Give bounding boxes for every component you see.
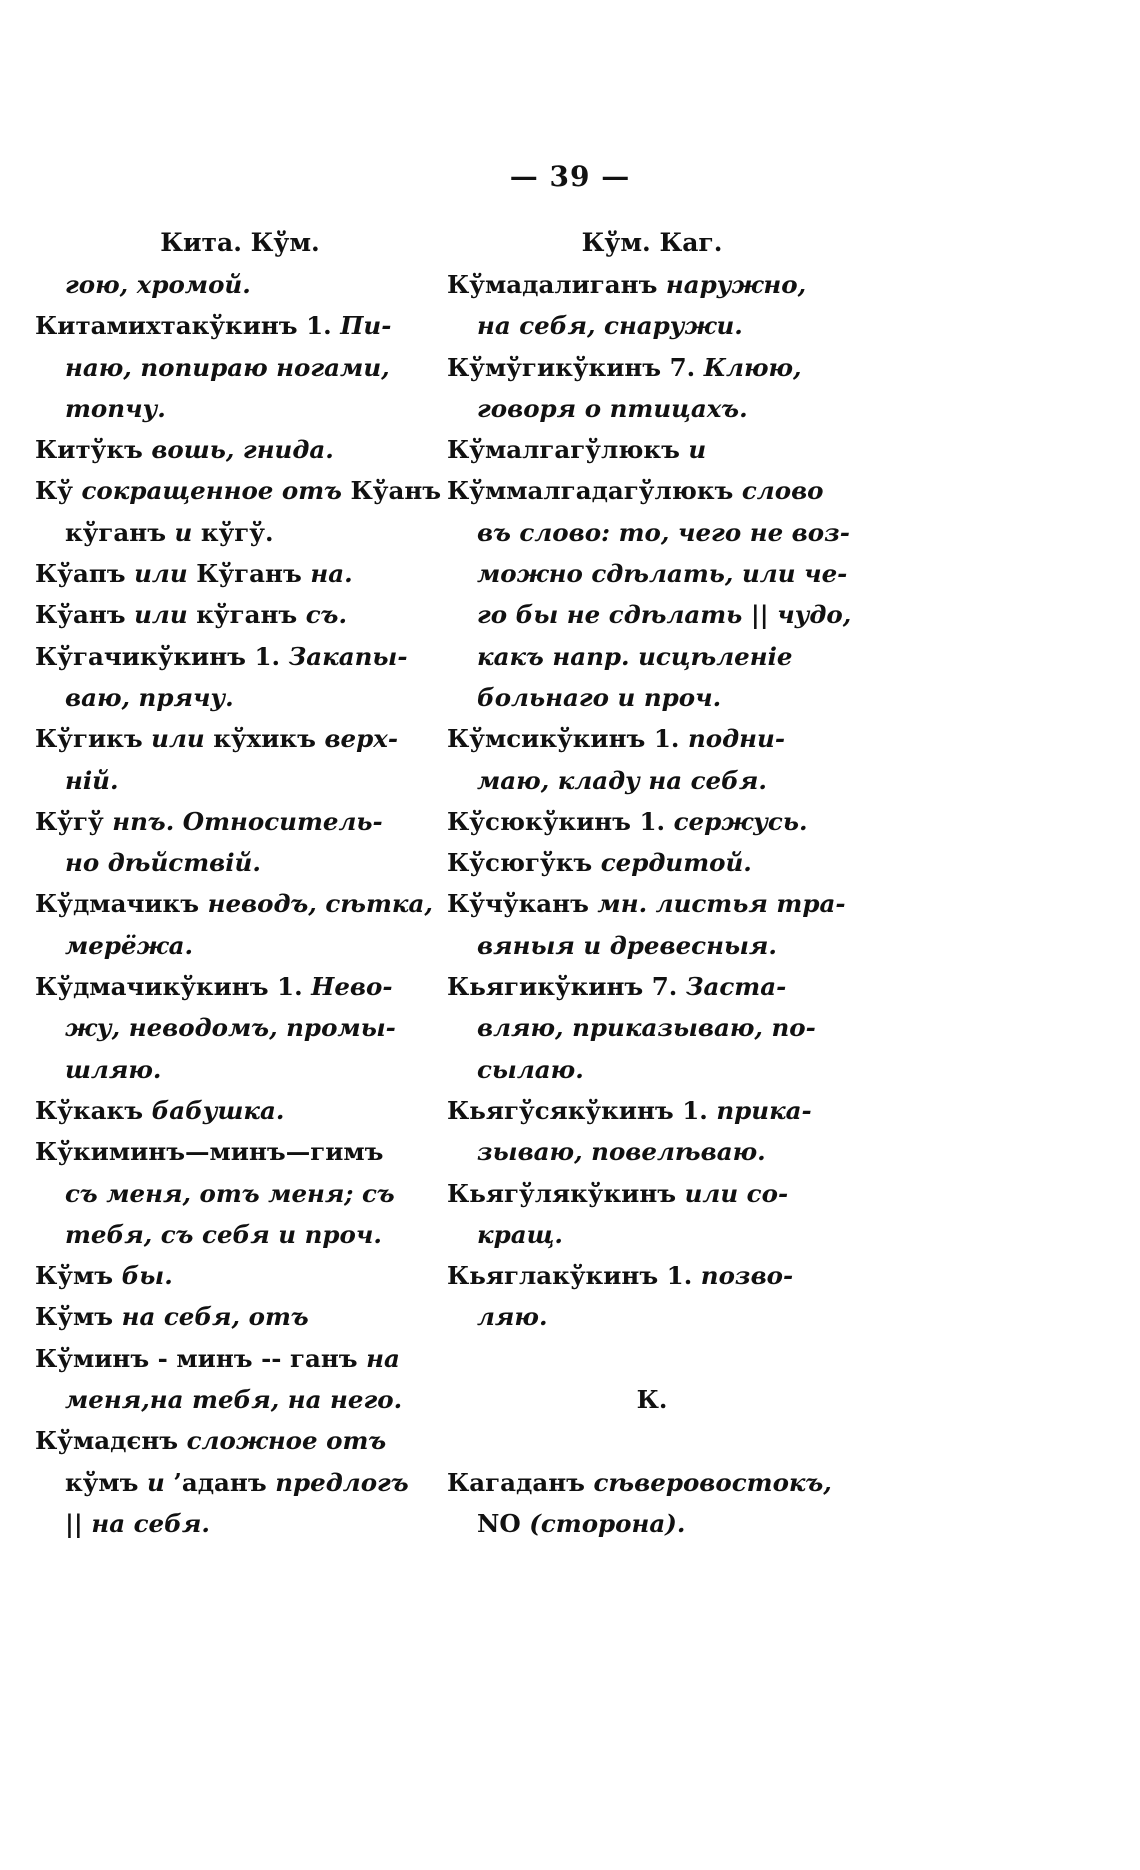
entry-line xyxy=(447,553,857,594)
entry-line xyxy=(447,760,857,801)
entry-line xyxy=(447,1007,857,1048)
italic-text: въ слово: то, чего не воз- xyxy=(477,517,850,547)
entry-line xyxy=(35,305,445,346)
italic-text: тебя, съ себя и проч. xyxy=(65,1219,382,1249)
headword-text: кўмъ xyxy=(65,1467,147,1497)
italic-text: неводъ, сѣтка, xyxy=(207,889,433,919)
headword-text: кўганъ xyxy=(196,600,306,630)
headword-text: || xyxy=(65,1508,92,1538)
entry-line xyxy=(447,801,857,842)
entry-line xyxy=(35,1255,445,1296)
page-number: — 39 — xyxy=(509,160,631,193)
italic-text: вляю, приказываю, по- xyxy=(477,1013,816,1043)
headword-text: Кўмсикўкинъ 1. xyxy=(447,724,688,754)
entry-line xyxy=(35,677,445,718)
blank-line xyxy=(447,1338,857,1379)
entry-line xyxy=(447,636,857,677)
italic-text: жу, неводомъ, промы- xyxy=(65,1013,396,1043)
entry-line xyxy=(35,512,445,553)
italic-text: какъ напр. исцѣленіе xyxy=(477,641,793,671)
headword-text: Китўкъ xyxy=(35,435,152,465)
entry-line xyxy=(35,1462,445,1503)
entry-line xyxy=(35,1049,445,1090)
entry-line xyxy=(447,966,857,1007)
entry-line xyxy=(35,1296,445,1337)
entry-line xyxy=(35,1379,445,1420)
entry-line xyxy=(35,760,445,801)
entry-line xyxy=(35,553,445,594)
headword-text: Кўанъ xyxy=(35,600,135,630)
headword-text: Кўганъ xyxy=(196,559,311,589)
headword-text: ’аданъ xyxy=(173,1467,276,1497)
entry-line xyxy=(35,1503,445,1544)
italic-text: Нево- xyxy=(311,972,393,1002)
italic-text: (сторона). xyxy=(529,1508,686,1538)
headword-text: NO xyxy=(477,1508,530,1538)
entry-line xyxy=(35,1338,445,1379)
italic-text: на себя, отъ xyxy=(121,1302,309,1332)
headword-text: Кўмъ xyxy=(35,1302,122,1332)
left-column-lines xyxy=(35,264,445,1544)
italic-text: маю, кладу на себя. xyxy=(477,765,767,795)
italic-text: и xyxy=(174,517,201,547)
entry-line xyxy=(447,388,857,429)
headword-text: Кўчўканъ xyxy=(447,889,598,919)
entry-line xyxy=(35,1007,445,1048)
italic-text: Заста- xyxy=(685,972,787,1002)
headword-text: Кўминъ - минъ -- ганъ xyxy=(35,1343,367,1373)
entry-line xyxy=(35,1214,445,1255)
headword-text: Кўсюгўкъ xyxy=(447,848,601,878)
headword-text: Китамихтакўкинъ 1. xyxy=(35,311,341,341)
blank-line xyxy=(447,1420,857,1461)
entry-line xyxy=(447,512,857,553)
italic-text: можно сдѣлать, или че- xyxy=(477,559,848,589)
entry-line xyxy=(447,1296,857,1337)
italic-text: на. xyxy=(310,559,353,589)
entry-line xyxy=(35,925,445,966)
entry-line xyxy=(447,1173,857,1214)
headword-text: Кьяглакўкинъ 1. xyxy=(447,1261,701,1291)
italic-text: на себя. xyxy=(91,1508,210,1538)
italic-text: шляю. xyxy=(65,1054,162,1084)
entry-line xyxy=(35,718,445,759)
headword-text: кўхикъ xyxy=(213,724,325,754)
italic-text: ваю, прячу. xyxy=(65,682,234,712)
entry-line xyxy=(447,718,857,759)
entry-line xyxy=(447,842,857,883)
italic-text: гою, хромой. xyxy=(65,270,251,299)
italic-text: Клюю, xyxy=(703,352,802,382)
italic-text: сылаю. xyxy=(477,1054,584,1084)
italic-text: сложное отъ xyxy=(186,1426,387,1456)
italic-text: на xyxy=(366,1343,400,1373)
italic-text: вошь, гнида. xyxy=(151,435,334,465)
entry-line xyxy=(447,883,857,924)
headword-text: Кьягикўкинъ 7. xyxy=(447,972,686,1002)
italic-text: зываю, повелѣваю. xyxy=(477,1137,766,1167)
italic-text: ляю. xyxy=(477,1302,548,1332)
italic-text: и xyxy=(688,435,707,465)
headword-text: Кагаданъ xyxy=(447,1467,594,1497)
italic-text: сердитой. xyxy=(600,848,752,878)
entry-line xyxy=(447,1462,857,1503)
italic-text: прика- xyxy=(716,1095,812,1125)
italic-text: и xyxy=(146,1467,174,1497)
entry-line xyxy=(447,594,857,635)
entry-line xyxy=(35,1420,445,1461)
right-column-lines xyxy=(447,264,857,1544)
entry-line xyxy=(447,677,857,718)
italic-text: мерёжа. xyxy=(65,930,193,960)
headword-text: Кўмадєнъ xyxy=(35,1426,187,1456)
italic-text: но дѣйствій. xyxy=(65,848,261,878)
entry-line xyxy=(35,388,445,429)
italic-text: или со- xyxy=(684,1178,789,1208)
left-column xyxy=(35,222,445,1544)
italic-text: мн. листья тра- xyxy=(597,889,846,919)
entry-line xyxy=(447,347,857,388)
italic-text: слово xyxy=(741,476,824,506)
headword-text: К. xyxy=(636,1385,668,1415)
entry-line xyxy=(447,1049,857,1090)
entry-line xyxy=(447,429,857,470)
headword-text: кўганъ xyxy=(65,517,175,547)
headword-text: Кўгачикўкинъ 1. xyxy=(35,641,289,671)
entry-line xyxy=(35,264,445,305)
headword-text: Кўкиминъ—минъ—гимъ xyxy=(35,1137,384,1167)
entry-line xyxy=(35,1173,445,1214)
left-column-header: Кита. Кўм. xyxy=(160,228,320,257)
entry-line xyxy=(35,1090,445,1131)
headword-text: Кўдмачикўкинъ 1. xyxy=(35,972,312,1002)
headword-text: Кўмўгикўкинъ 7. xyxy=(447,352,704,382)
headword-text: Кўгў xyxy=(35,806,113,836)
entry-line xyxy=(447,1255,857,1296)
italic-text: на себя, снаружи. xyxy=(477,311,743,341)
italic-text: Закапы- xyxy=(288,641,408,671)
entry-line xyxy=(35,636,445,677)
italic-text: верх- xyxy=(324,724,399,754)
italic-text: меня,на тебя, на него. xyxy=(65,1385,403,1415)
entry-line xyxy=(447,1379,857,1420)
italic-text: предлогъ xyxy=(275,1467,409,1497)
headword-text: кўгў. xyxy=(200,517,274,547)
italic-text: съ. xyxy=(305,600,347,630)
italic-text: больнаго и проч. xyxy=(477,682,722,712)
entry-line xyxy=(35,594,445,635)
italic-text: сѣверовостокъ, xyxy=(593,1467,832,1497)
entry-line xyxy=(35,470,445,511)
italic-text: бабушка. xyxy=(151,1095,285,1125)
entry-line xyxy=(447,1090,857,1131)
italic-text: или xyxy=(151,724,214,754)
entry-line xyxy=(35,429,445,470)
entry-line xyxy=(447,1503,857,1544)
italic-text: съ меня, отъ меня; съ xyxy=(65,1178,395,1208)
entry-line xyxy=(447,925,857,966)
entry-line xyxy=(35,883,445,924)
entry-line xyxy=(35,347,445,388)
headword-text: Кўммалгадагўлюкъ xyxy=(447,476,742,506)
headword-text: Кў xyxy=(35,476,82,506)
headword-text: Кўдмачикъ xyxy=(35,889,208,919)
headword-text: Кўсюкўкинъ 1. xyxy=(447,806,674,836)
headword-text: Кўмадалиганъ xyxy=(447,270,666,299)
entry-line xyxy=(447,305,857,346)
italic-text: топчу. xyxy=(65,393,166,423)
italic-text: наю, попираю ногами, xyxy=(65,352,390,382)
italic-text: кращ. xyxy=(477,1219,563,1249)
headword-text: Кўмалгагўлюкъ xyxy=(447,435,689,465)
entry-line xyxy=(447,264,857,305)
headword-text: Кьягўлякўкинъ xyxy=(447,1178,685,1208)
entry-line xyxy=(35,801,445,842)
italic-text: подни- xyxy=(687,724,785,754)
headword-text: Кўапъ xyxy=(35,559,135,589)
entry-line xyxy=(447,470,857,511)
italic-text: сокращенное отъ xyxy=(81,476,351,506)
italic-text: или xyxy=(134,559,197,589)
headword-text: Кўкакъ xyxy=(35,1095,152,1125)
headword-text: Кўанъ xyxy=(350,476,442,506)
headword-text: Кьягўсякўкинъ 1. xyxy=(447,1095,717,1125)
italic-text: ній. xyxy=(65,765,119,795)
right-column xyxy=(447,222,857,1544)
italic-text: бы. xyxy=(121,1261,173,1291)
italic-text: вяныя и древесныя. xyxy=(477,930,777,960)
italic-text: позво- xyxy=(700,1261,794,1291)
entry-line xyxy=(35,842,445,883)
headword-text: Кўмъ xyxy=(35,1261,122,1291)
italic-text: говоря о птицахъ. xyxy=(477,393,748,423)
entry-line xyxy=(447,1131,857,1172)
italic-text: сержусь. xyxy=(673,806,808,836)
italic-text: Пи- xyxy=(340,311,392,341)
entry-line xyxy=(447,1214,857,1255)
headword-text: Кўгикъ xyxy=(35,724,152,754)
entry-line xyxy=(35,1131,445,1172)
italic-text: нпъ. Относитель- xyxy=(112,806,383,836)
italic-text: или xyxy=(134,600,197,630)
right-column-header: Кўм. Каг. xyxy=(581,228,723,257)
italic-text: го бы не сдѣлать || чудо, xyxy=(477,600,852,630)
entry-line xyxy=(35,966,445,1007)
italic-text: наружно, xyxy=(665,270,807,299)
